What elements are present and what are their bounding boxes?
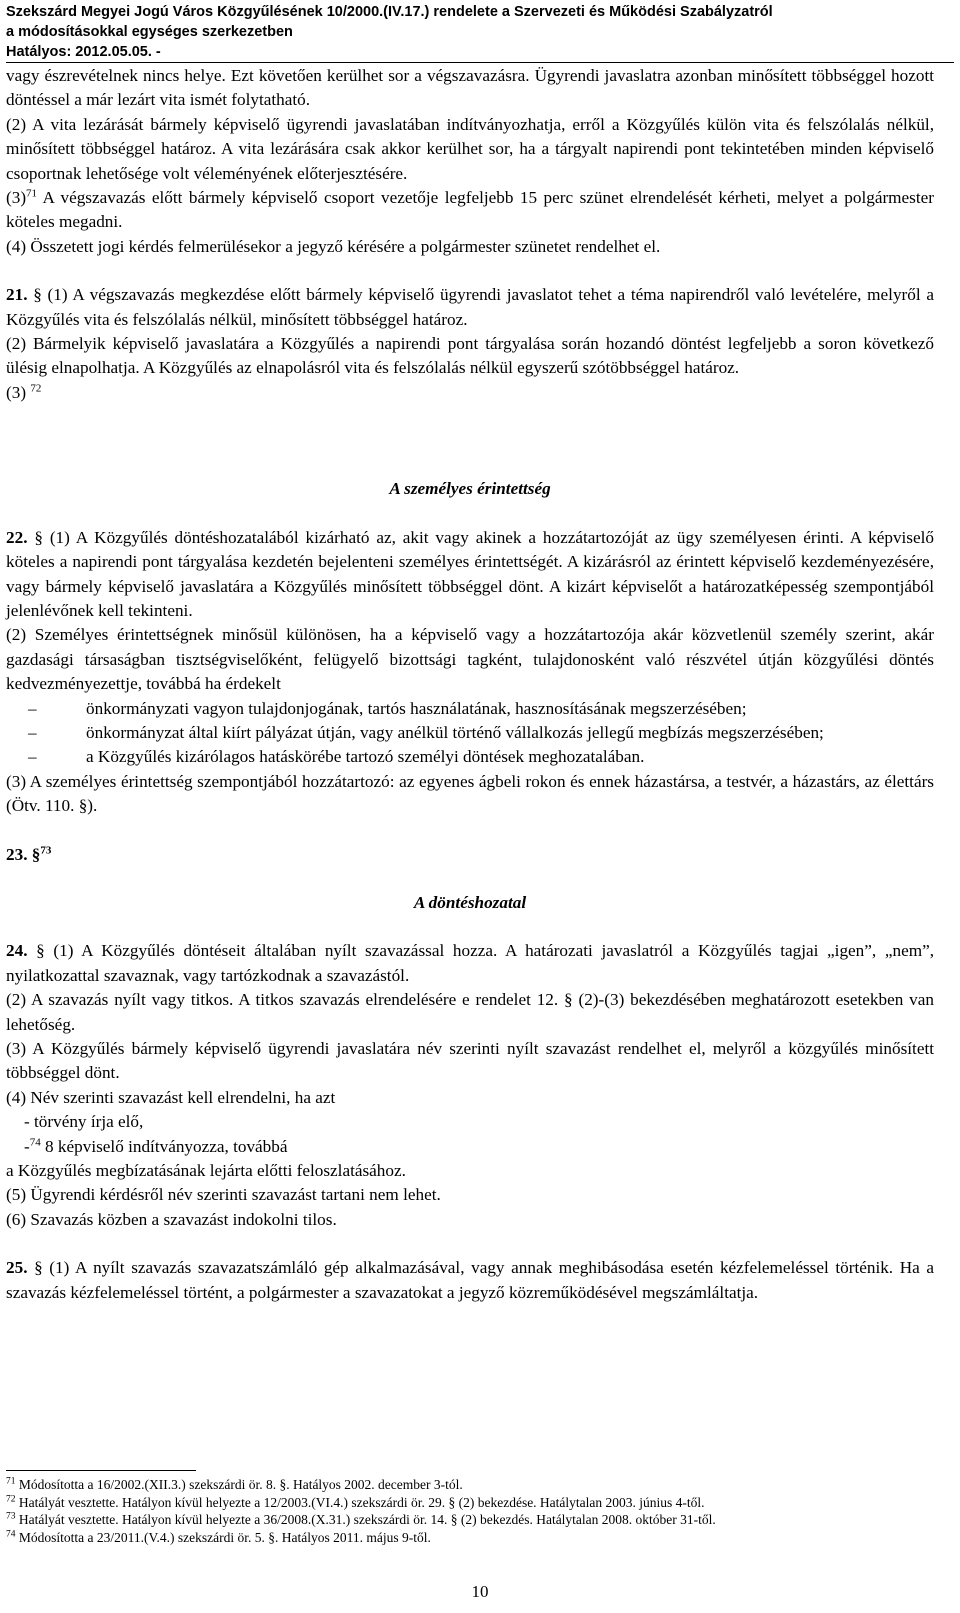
- paragraph: (5) Ügyrendi kérdésről név szerinti szavazást tartani nem lehet.: [6, 1185, 441, 1205]
- header-title: Szekszárd Megyei Jogú Város Közgyűlésének 10/2000.(IV.17.) rendelete a Szervezeti és Működési Szabályzatról: [6, 4, 773, 20]
- footnote-ref[interactable]: 71: [26, 187, 38, 200]
- list-item: -$^{74}$ 8 képviselő indítványozza, továbbá: [24, 1135, 288, 1156]
- section-22: 22. § (1) A Közgyűlés döntéshozatalából kizárható az, akit vagy akinek a hozzátartozóját az ügy személyesen érinti. A képviselő köteles a napirendi pont tárgyalása kezdetén bejelenteni személyes érintettségét. A kizárásról az érintett képviselő kezdeményezésére, vagy bármely képviselő javaslatára a Közgyűlés minősített többséggel dönt. A kizárt képviselőt a határozatképesség szempontjából jelenlévőnek kell tekinteni.: [6, 527, 934, 620]
- footnote: $^{72}$ Hatályát vesztette. Hatályon kívül helyezte a 12/2003.(VI.4.) szekszárdi ör. 29. § (2) bekezdése. Hatálytalan 2003. június 4-től.: [6, 1494, 705, 1510]
- paragraph: vagy észrevételnek nincs helye. Ezt követően kerülhet sor a végszavazásra. Ügyrendi javaslatra azonban minősített többséggel hozott döntéssel a már lezárt vita ismét folytatható.: [6, 66, 934, 110]
- section-heading: A személyes érintettség: [389, 479, 551, 499]
- section-number: 23.: [6, 844, 28, 864]
- section-number: 22.: [6, 527, 28, 547]
- paragraph: (3) A személyes érintettség szempontjából hozzátartozó: az egyenes ágbeli rokon és ennek házastársa, a testvér, a házastárs, az élettárs (Ötv. 110. §).: [6, 771, 934, 816]
- document-body: [6, 64, 934, 1305]
- paragraph: (2) Személyes érintettségnek minősül különösen, ha a képviselő vagy a hozzátartozója akár közvetlenül személy szerint, akár gazdasági társaságban tisztségviselőként, felügyelő bizottsági tagként, tulajdonosként való részvétel útján közgyűlési döntés kedvezményezettje, továbbá ha érdekelt: [6, 625, 934, 694]
- page-number: 10: [471, 1582, 489, 1601]
- list-item: – a Közgyűlés kizárólagos hatáskörébe tartozó személyi döntések meghozatalában.: [6, 745, 934, 769]
- footnote: $^{73}$ Hatályát vesztette. Hatályon kívül helyezte a 36/2008.(X.31.) szekszárdi ör. 14. § (2) bekezdés. Hatálytalan 2008. október 31-től.: [6, 1511, 716, 1527]
- section-number: 24.: [6, 941, 28, 961]
- paragraph: (2) A szavazás nyílt vagy titkos. A titkos szavazás elrendelésére e rendelet 12. § (2)-(3) bekezdésében meghatározott esetekben van lehetőség.: [6, 990, 934, 1034]
- paragraph: (2) Bármelyik képviselő javaslatára a Közgyűlés a napirendi pont tárgyalása során hozandó döntést legfeljebb a soron következő ülésig elnapolhatja. A Közgyűlés az elnapolásról vita és felszólalás nélkül egyszerű szótöbbséggel határoz.: [6, 334, 934, 378]
- section-25: 25. § (1) A nyílt szavazás szavazatszámláló gép alkalmazásával, vagy annak meghibásodása esetén kézfelemeléssel történik. Ha a szavazás kézfelemeléssel történt, a polgármester a szavazatokat a jegyző közreműködésével megszámláltatja.: [6, 1258, 934, 1302]
- running-header: [6, 2, 954, 62]
- paragraph: (2) A vita lezárását bármely képviselő ügyrendi javaslatában indítványozhatja, erről a Közgyűlés külön vita és felszólalás nélkül, minősített többséggel határoz. A vita lezárására csak akkor kerülhet sor, ha a tárgyalt napirendi pont tekintetében minden képviselő csoportnak lehetősége volt véleményének előterjesztésére.: [6, 114, 934, 183]
- footnote-ref[interactable]: 74: [29, 1135, 41, 1148]
- list-item: – önkormányzati vagyon tulajdonjogának, tartós használatának, hasznosításának megszerzésében;: [6, 697, 934, 721]
- paragraph: (4) Összetett jogi kérdés felmerülésekor a jegyző kérésére a polgármester szünetet rendelhet el.: [6, 236, 661, 256]
- footnote: $^{71}$ Módosította a 16/2002.(XII.3.) szekszárdi ör. 8. §. Hatályos 2002. december 3-tól.: [6, 1476, 463, 1492]
- footnote: $^{74}$ Módosította a 23/2011.(V.4.) szekszárdi ör. 5. §. Hatályos 2011. május 9-től.: [6, 1529, 431, 1545]
- section-number: 21.: [6, 285, 28, 305]
- footnotes: [6, 1476, 946, 1546]
- footnote-ref[interactable]: 72: [30, 382, 42, 395]
- paragraph: (6) Szavazás közben a szavazást indokolni tilos.: [6, 1209, 337, 1229]
- paragraph: (4) Név szerinti szavazást kell elrendelni, ha azt: [6, 1087, 336, 1107]
- section-24: 24. § (1) A Közgyűlés döntéseit általában nyílt szavazással hozza. A határozati javaslatról a Közgyűlés tagjai „igen”, „nem”, nyilatkozattal szavaznak, vagy tartózkodnak a szavazástól.: [6, 941, 934, 985]
- paragraph: $(3)^{71}$ A végszavazás előtt bármely képviselő csoport vezetője legfeljebb 15 perc szünet elrendelését kérheti, melyet a polgármester köteles megadni.: [6, 187, 934, 232]
- header-effective-date: Hatályos: 2012.05.05. -: [6, 44, 161, 60]
- list-item: – önkormányzat által kiírt pályázat útján, vagy anélkül történő vállalkozás jellegű megbízás megszerzésében;: [6, 721, 934, 745]
- paragraph: (3) $^{72}$: [6, 382, 42, 402]
- header-subtitle: a módosításokkal egységes szerkezetben: [6, 24, 293, 40]
- section-heading: A döntéshozatal: [413, 892, 527, 912]
- footnote-rule: [6, 1470, 196, 1471]
- list-item: - törvény írja elő,: [24, 1112, 144, 1132]
- footnote-ref[interactable]: 73: [40, 843, 52, 856]
- section-number: 25.: [6, 1258, 28, 1278]
- paragraph: a Közgyűlés megbízatásának lejárta előtti feloszlatásához.: [6, 1161, 406, 1181]
- header-rule: [6, 62, 954, 63]
- paragraph: (3) A Közgyűlés bármely képviselő ügyrendi javaslatára név szerinti nyílt szavazást rendelhet el, melyről a közgyűlés minősített többséggel dönt.: [6, 1039, 934, 1083]
- section-21: 21. § (1) A végszavazás megkezdése előtt bármely képviselő ügyrendi javaslatot tehet a téma napirendről való levételére, melyről a Közgyűlés vita és felszólalás nélkül, minősített többséggel határoz.: [6, 285, 934, 329]
- section-23: 23. §$^{73}$: [6, 843, 52, 864]
